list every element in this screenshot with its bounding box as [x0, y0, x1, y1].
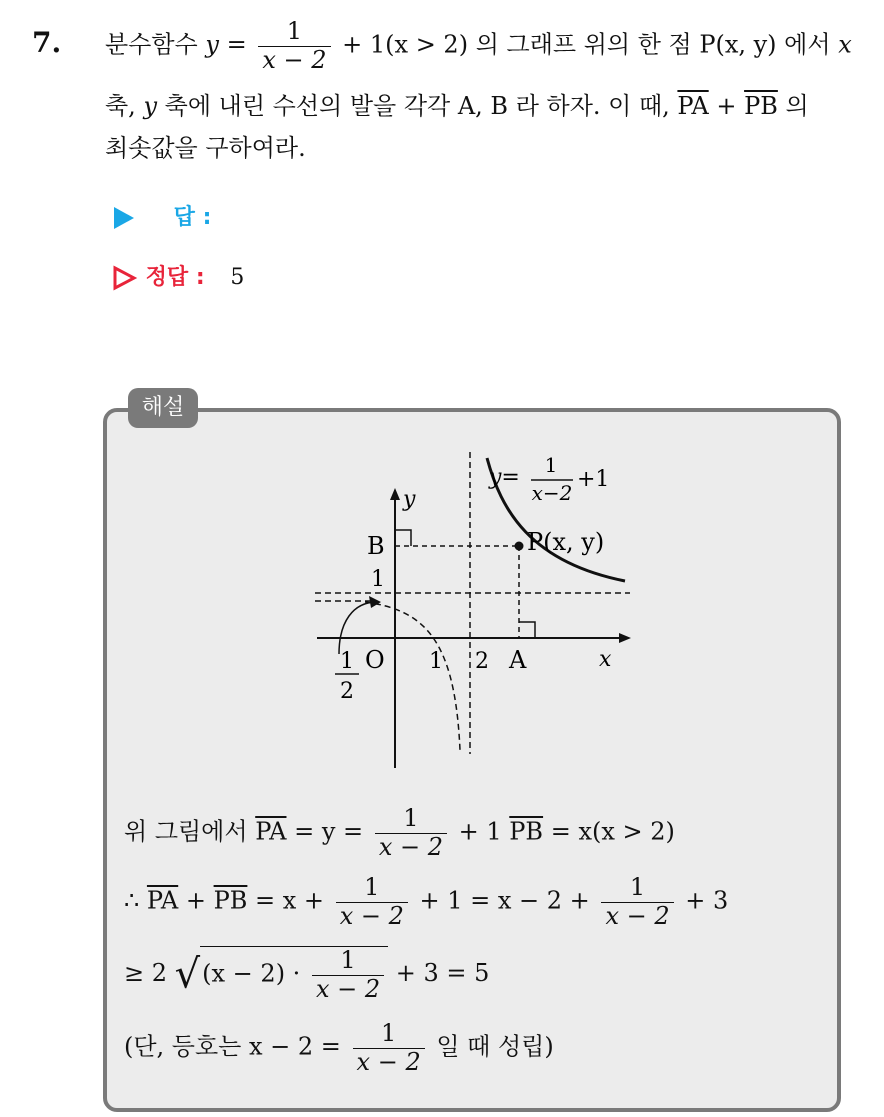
half-numerator: 1 [340, 649, 354, 674]
question-text: 의 [785, 92, 809, 120]
function-numerator: 1 [544, 453, 558, 477]
question-number: 7. [32, 26, 62, 59]
correct-answer-row [112, 260, 244, 291]
question-text: 축, [105, 92, 136, 120]
right-angle-b [395, 530, 411, 546]
condition: + 1(x > 2) [342, 30, 469, 59]
point-p [515, 542, 524, 551]
y-axis-label: y [403, 487, 416, 512]
var-y: y [205, 30, 219, 59]
fraction [375, 805, 447, 861]
numerator: 1 [403, 804, 419, 832]
denominator: x − 2 [312, 975, 384, 1004]
plus: + [716, 92, 737, 120]
label-a: A [509, 646, 527, 674]
solution-text: = x + [255, 886, 325, 915]
numerator: 1 [380, 1019, 397, 1047]
fraction [258, 18, 330, 74]
solution-text: + 3 = 5 [395, 959, 490, 988]
fraction [353, 1020, 425, 1076]
segment-pa: $\overline{PA}$ [255, 817, 287, 846]
label-origin: O [365, 646, 385, 674]
correct-answer-label: 정답 [145, 265, 189, 290]
function-label: y= [489, 465, 520, 490]
therefore-symbol: ∴ [124, 886, 140, 915]
plus: + [185, 886, 206, 915]
function-plus: +1 [577, 467, 610, 492]
denominator: x − 2 [375, 833, 447, 862]
curved-arrow-head-icon [369, 596, 381, 608]
solution-text: ≥ 2 [124, 959, 168, 988]
label-y-one: 1 [371, 567, 385, 592]
label-b: B [367, 532, 385, 560]
var-y: y [143, 92, 158, 120]
tick-one: 1 [429, 649, 443, 674]
segment-pa: $\overline{PA}$ [146, 886, 179, 915]
answer-label: 답 [173, 205, 195, 230]
denominator: x − 2 [601, 902, 673, 931]
question-text: 의 그래프 위의 한 점 P(x, y) 에서 [475, 30, 831, 59]
solution-text: = y = [294, 817, 364, 846]
question-text: 축에 내린 수선의 발을 각각 A, B 라 하자. 이 때, [164, 92, 670, 120]
numerator: 1 [286, 17, 303, 45]
solution-line-3 [124, 946, 489, 1003]
label-p: P(x, y) [527, 528, 605, 556]
answer-row [112, 200, 211, 231]
solution-text: 위 그림에서 [124, 817, 248, 846]
solution-text: = x(x > 2) [550, 817, 675, 846]
equals: = [226, 30, 247, 59]
outline-triangle-icon [112, 265, 138, 291]
solution-line-1 [124, 805, 675, 861]
colon: : [202, 205, 212, 230]
denominator: x − 2 [258, 46, 330, 75]
solution-line-2 [124, 874, 728, 930]
solution-text: 일 때 성립) [436, 1032, 554, 1061]
segment-pb: $\overline{PB}$ [213, 886, 248, 915]
question-line-1 [105, 18, 852, 74]
colon: : [195, 265, 205, 290]
correct-answer-value: 5 [230, 265, 245, 290]
solution-line-4 [124, 1020, 554, 1076]
solution-badge: 해설 [128, 388, 198, 428]
var-x: x [838, 30, 852, 59]
half-denominator: 2 [340, 679, 354, 704]
numerator: 1 [340, 946, 356, 974]
fraction [601, 874, 673, 930]
filled-triangle-icon [112, 205, 136, 231]
sqrt-icon: √ [174, 951, 201, 998]
solution-text: + 1 [458, 817, 502, 846]
denominator: x − 2 [336, 902, 408, 931]
segment-pb: $\overline{PB}$ [744, 92, 778, 120]
denominator: x − 2 [353, 1048, 425, 1077]
function-graph [305, 450, 645, 770]
question-text: 분수함수 [105, 30, 198, 59]
curve-left-branch [365, 602, 460, 750]
right-angle-a [519, 622, 535, 638]
y-axis-arrow-icon [390, 488, 400, 500]
sqrt-content [200, 946, 388, 1003]
fraction [336, 874, 408, 930]
numerator: 1 [629, 873, 646, 901]
segment-pb: $\overline{PB}$ [509, 817, 544, 846]
segment-pa: $\overline{PA}$ [677, 92, 709, 120]
fraction [312, 947, 384, 1003]
x-axis-label: x [599, 647, 612, 672]
tick-two: 2 [475, 649, 489, 674]
numerator: 1 [364, 873, 380, 901]
x-axis-arrow-icon [619, 633, 631, 643]
solution-text: + 1 = x − 2 + [419, 886, 590, 915]
solution-text: + 3 [685, 886, 729, 915]
solution-text: (x − 2) · [202, 959, 301, 988]
question-line-2 [105, 86, 809, 121]
question-line-3: 최솟값을 구하여라. [105, 134, 306, 162]
solution-text: (단, 등호는 x − 2 = [124, 1032, 341, 1061]
function-denominator: x−2 [531, 481, 573, 505]
